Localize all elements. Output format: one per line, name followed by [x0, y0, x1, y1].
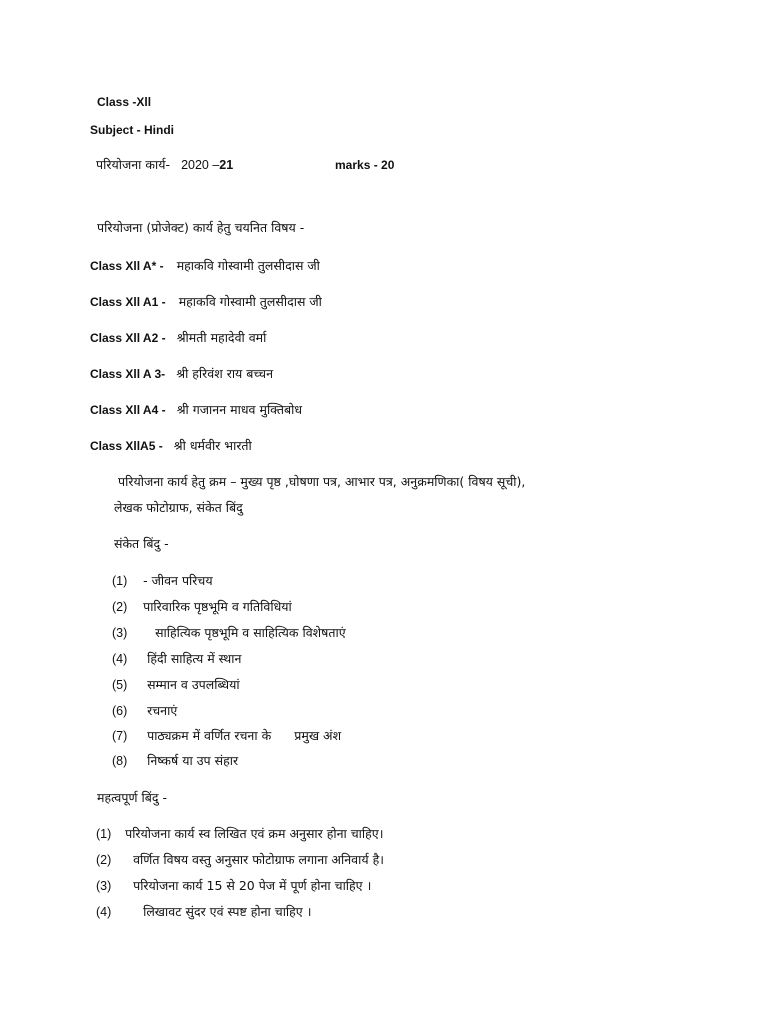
- subject-label: Subject - Hindi: [90, 123, 174, 137]
- assignment-class: Class Xll A* -: [90, 259, 164, 273]
- important-heading: महत्वपूर्ण बिंदु -: [97, 790, 167, 805]
- list-item: [112, 750, 238, 771]
- list-item: [96, 849, 384, 870]
- assignment-topic: महाकवि गोस्वामी तुलसीदास जी: [176, 258, 320, 273]
- class-label: Class -Xll: [97, 95, 152, 109]
- list-text-extra: प्रमुख अंश: [294, 728, 342, 743]
- assignment-row: [90, 255, 320, 276]
- list-text: परियोजना कार्य स्व लिखित एवं क्रम अनुसार होना चाहिए।: [125, 826, 384, 841]
- list-number: (3): [96, 879, 112, 893]
- year-start: 2020 –: [181, 158, 220, 172]
- list-number: (6): [112, 704, 128, 718]
- list-number: (1): [96, 827, 112, 841]
- project-label: परियोजना कार्य-: [96, 157, 170, 172]
- assignment-class: Class Xll A 3-: [90, 367, 166, 381]
- list-text: साहित्यिक पृष्ठभूमि व साहित्यिक विशेषताएं: [155, 625, 346, 640]
- assignment-class: Class XllA5 -: [90, 439, 163, 453]
- assignment-class: Class Xll A2 -: [90, 331, 166, 345]
- order-line-1: परियोजना कार्य हेतु क्रम – मुख्य पृष्ठ ,घोषणा पत्र, आभार पत्र, अनुक्रमणिका( विषय सूची),: [118, 474, 526, 489]
- order-line-2: लेखक फोटोग्राफ, संकेत बिंदु: [114, 500, 243, 515]
- list-text: रचनाएं: [147, 703, 178, 718]
- assignment-topic: महाकवि गोस्वामी तुलसीदास जी: [178, 294, 322, 309]
- assignment-class: Class Xll A1 -: [90, 295, 166, 309]
- list-text: पारिवारिक पृष्ठभूमि व गतिविधियां: [143, 599, 292, 614]
- list-number: (2): [96, 853, 112, 867]
- list-item: [112, 648, 241, 669]
- points-heading: संकेत बिंदु -: [114, 536, 169, 551]
- year-end: 21: [219, 158, 234, 172]
- marks-label: marks - 20: [335, 158, 395, 172]
- list-text: निष्कर्ष या उप संहार: [147, 753, 239, 768]
- list-text: - जीवन परिचय: [143, 573, 213, 588]
- list-item: [112, 596, 292, 617]
- list-text: परियोजना कार्य 15 से 20 पेज में पूर्ण होना चाहिए ।: [133, 878, 372, 893]
- assignment-row: [90, 327, 266, 348]
- list-item: [112, 725, 341, 746]
- assignment-row: [90, 363, 273, 384]
- list-item: [112, 700, 177, 721]
- list-item: [96, 823, 383, 844]
- assignment-topic: श्री गजानन माधव मुक्तिबोध: [176, 402, 303, 417]
- list-text: पाठ्यक्रम में वर्णित रचना के: [147, 728, 272, 743]
- list-item: [112, 570, 213, 591]
- list-number: (8): [112, 754, 128, 768]
- list-number: (4): [112, 652, 128, 666]
- assignment-class: Class Xll A4 -: [90, 403, 166, 417]
- list-number: (3): [112, 626, 128, 640]
- assignment-row: [90, 291, 322, 312]
- list-number: (5): [112, 678, 128, 692]
- assignment-row: [90, 399, 302, 420]
- list-text: वर्णित विषय वस्तु अनुसार फोटोग्राफ लगाना अनिवार्य है।: [133, 852, 384, 867]
- list-text: सम्मान व उपलब्धियां: [147, 677, 240, 692]
- list-item: [112, 622, 346, 643]
- list-text: हिंदी साहित्य में स्थान: [147, 651, 242, 666]
- assignment-topic: श्रीमती महादेवी वर्मा: [176, 330, 267, 345]
- assignment-topic: श्री धर्मवीर भारती: [173, 438, 252, 453]
- list-number: (2): [112, 600, 128, 614]
- list-item: [96, 901, 311, 922]
- list-item: [112, 674, 240, 695]
- assignment-row: [90, 435, 252, 456]
- project-year-line: [96, 154, 233, 175]
- list-text: लिखावट सुंदर एवं स्पष्ट होना चाहिए ।: [143, 904, 312, 919]
- assignment-topic: श्री हरिवंश राय बच्चन: [176, 366, 274, 381]
- list-number: (1): [112, 574, 128, 588]
- list-item: [96, 875, 371, 896]
- topics-heading: परियोजना (प्रोजेक्ट) कार्य हेतु चयनित विषय -: [97, 220, 305, 235]
- list-number: (4): [96, 905, 112, 919]
- list-number: (7): [112, 729, 128, 743]
